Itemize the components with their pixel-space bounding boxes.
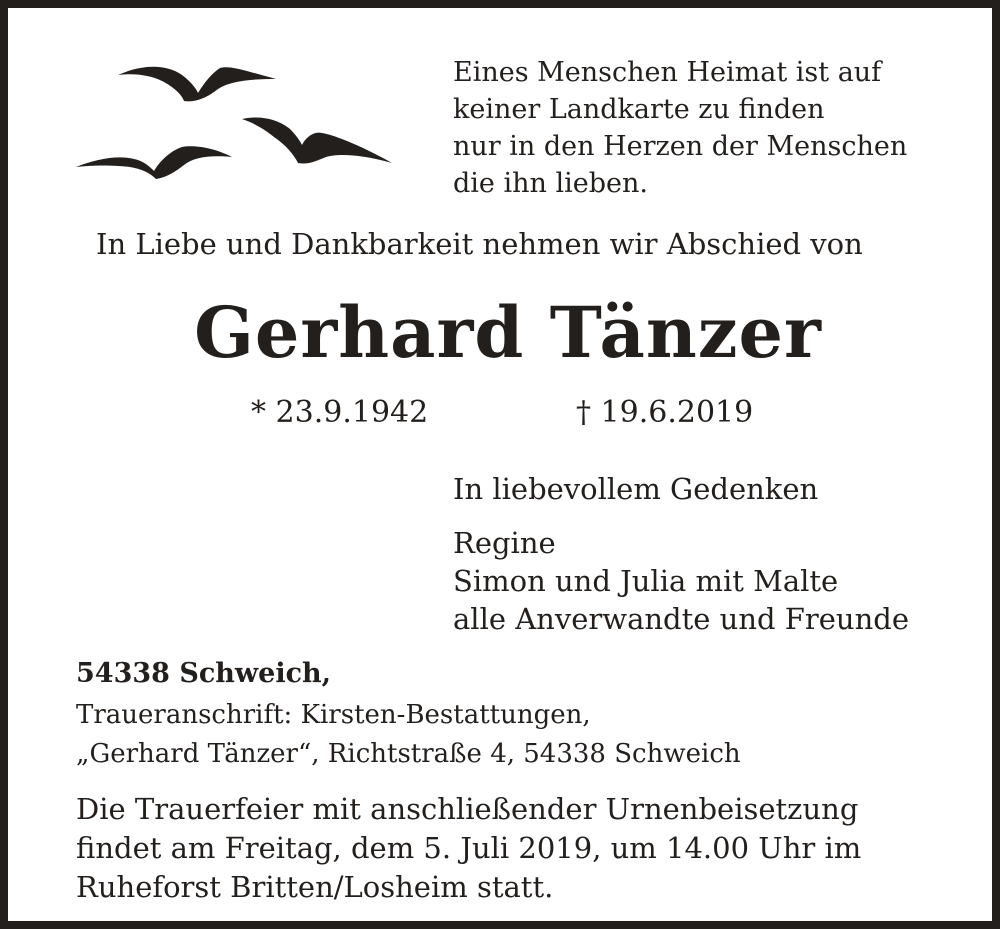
birth-date: * 23.9.1942	[251, 395, 429, 430]
bird-icon	[242, 117, 392, 163]
bird-icon	[76, 146, 232, 179]
mourner-name: alle Anverwandte und Freunde	[453, 602, 909, 636]
address-line: Traueranschrift: Kirsten-Bestattungen,	[76, 700, 591, 730]
mourner-name: Regine	[453, 526, 556, 560]
mourner-name: Simon und Julia mit Malte	[453, 564, 839, 598]
deceased-name: Gerhard Tänzer	[194, 291, 822, 374]
mourners-list	[453, 524, 909, 638]
poem-line: nur in den Herzen der Menschen	[453, 131, 908, 162]
address-city: 54338 Schweich,	[76, 658, 332, 689]
poem-line: Eines Menschen Heimat ist auf	[453, 57, 882, 88]
funeral-line: findet am Freitag, dem 5. Juli 2019, um 14.00 Uhr im	[76, 831, 862, 865]
bird-icon	[118, 67, 276, 102]
funeral-line: Ruheforst Britten/Losheim statt.	[76, 870, 554, 904]
poem	[453, 54, 907, 202]
death-date: † 19.6.2019	[576, 395, 754, 430]
address-line: „Gerhard Tänzer“, Richtstraße 4, 54338 Schweich	[76, 739, 741, 769]
poem-line: die ihn lieben.	[453, 168, 648, 199]
flying-birds-icon	[70, 53, 400, 188]
mourning-address	[76, 696, 741, 774]
funeral-line: Die Trauerfeier mit anschließender Urnenbeisetzung	[76, 792, 859, 826]
memory-note: In liebevollem Gedenken	[453, 472, 819, 506]
poem-line: keiner Landkarte zu finden	[453, 94, 825, 125]
funeral-notice	[76, 790, 938, 907]
farewell-intro: In Liebe und Dankbarkeit nehmen wir Abschied von	[96, 227, 863, 261]
